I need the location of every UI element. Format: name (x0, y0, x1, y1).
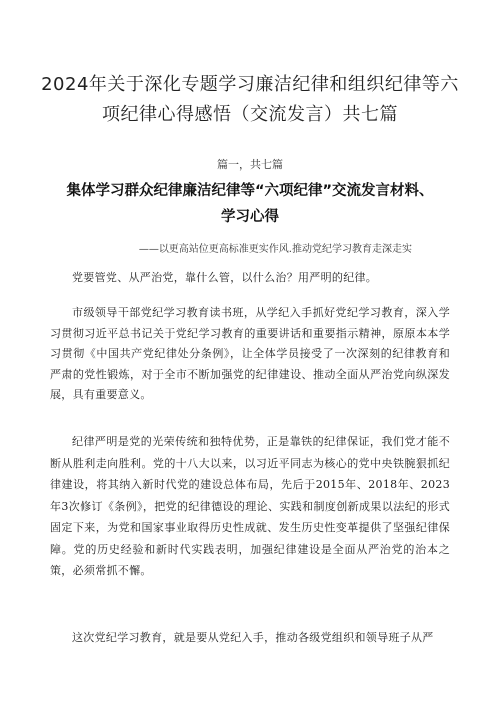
paragraph-3: 纪律严明是党的光荣传统和独特优势，正是靠铁的纪律保证，我们党才能不断从胜利走向胜利。党的十八大以来，以习近平同志为核心的党中央铁腕狠抓纪律建设，将其纳入新时代党的建设总体布局，先后于2015年、2018年、2023年3次修订《条例》，把党的纪律德设的理论、实践和制度创新成果以法纪的形式固定下来，为党和国家事业取得历史性成就、发生历史性变革提供了坚强纪律保障。党的历史经验和新时代实践表明，加强纪律建设是全面从严治党的治本之策，必须常抓不懈。 (50, 435, 450, 577)
document-title-line-1: 2024年关于深化专题学习廉洁纪律和组织纪律等六 (41, 74, 459, 95)
section-label: 篇一，共七篇 (217, 158, 283, 171)
article-title-line-1: 集体学习群众纪律廉洁纪律等“六项纪律”交流发言材料、 (66, 183, 434, 199)
article-title-line-2: 学习心得 (221, 209, 279, 225)
paragraph-2: 市级领导干部党纪学习教育读书班，从学纪入手抓好党纪学习教育，深入学习贯彻习近平总书记关于党纪学习教育的重要讲话和重要指示精神，原原本本学习贯彻《中国共产党纪律处分条例》，让全体学员接受了一次深刻的纪律教育和严肃的党性锻炼，对于全市不断加强党的纪律建设、推动全面从严治党向纵深发展，具有重要意义。 (50, 306, 450, 401)
document-title (40, 70, 460, 130)
document-title-line-2: 项纪律心得感悟（交流发言）共七篇 (102, 104, 398, 125)
article-title (60, 178, 440, 230)
paragraph-1: 党要管党、从严治党，靠什么管，以什么治？用严明的纪律。 (72, 271, 378, 284)
paragraph-4: 这次党纪学习教育，就是要从党纪入手，推动各级党组织和领导班子从严 (72, 631, 434, 644)
article-subtitle: ——以更高站位更高标准更实作风.推动党纪学习教育走深走实 (138, 244, 412, 255)
